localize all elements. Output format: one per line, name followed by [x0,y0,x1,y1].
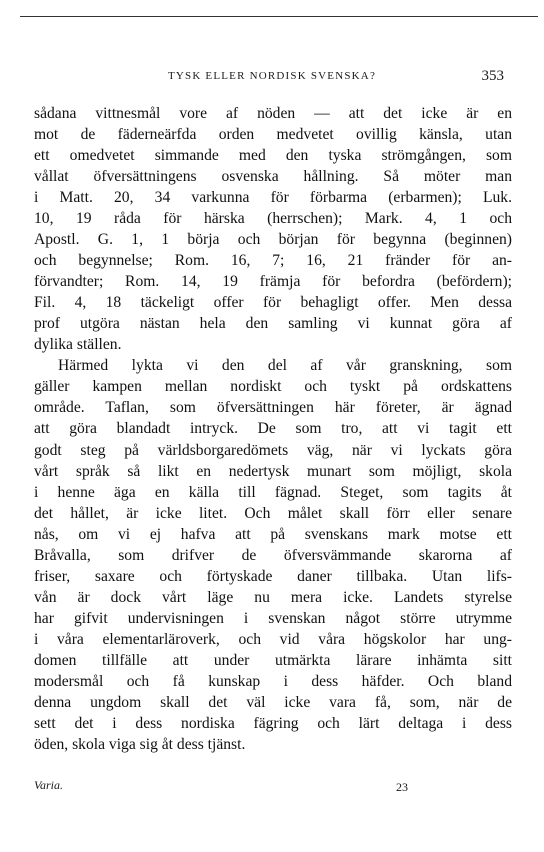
text-line: vån är dock vårt läge nu mera icke. Landets styrelse [34,588,512,606]
text-line: Bråvalla, som drifver de öfversvämmande skarorna af [34,546,512,564]
text-line: godt steg på världsborgaredömets väg, när vi lyckats göra [34,441,512,459]
running-head: TYSK ELLER NORDISK SVENSKA? [167,70,377,82]
text-line: sådana vittnesmål vore af nöden — att det icke är en [34,105,512,122]
text-line: gäller kampen mellan nordiskt och tyskt på ordskattens [34,378,512,396]
text-line: sett det i dess nordiska fägring och lärt deltaga i dess [34,714,512,732]
text-line: område. Taflan, som öfversättningen här företer, är ägnad [34,399,512,417]
text-line: det hållet, är icke litet. Och målet skall förr eller senare [34,504,512,522]
text-line: att göra blandadt intryck. De som tro, att vi tagit ett [34,420,512,438]
paragraph-start-line: Härmed lykta vi den del af vår granskning, som [58,357,512,375]
page-number: 353 [481,68,504,84]
text-line: friser, saxare och förtyskade daner tillbaka. Utan lifs- [34,567,512,585]
text-line: prof utgöra nästan hela den samling vi kunnat göra af [34,315,512,333]
signature-mark: Varia. [34,778,64,792]
top-rule [20,16,538,17]
text-line: öden, skola viga sig åt dess tjänst. [34,735,246,753]
text-line: nås, om vi ej hafva att på svenskans mark motse ett [34,525,512,543]
text-line: 10, 19 råda för härska (herrschen); Mark. 4, 1 och [34,210,512,228]
text-line: mot de fäderneärfda orden medvetet ovillig känsla, utan [34,126,512,144]
text-line: förvandter; Rom. 14, 19 främja för befordra (befördern); [34,273,512,291]
body-text [34,103,512,755]
signature-number: 23 [396,780,408,794]
text-line: och begynnelse; Rom. 16, 7; 16, 21 fränder för an- [34,252,512,270]
text-line: dylika ställen. [34,336,122,354]
text-line: ett omedvetet simmande med den tyska strömgången, som [34,147,512,165]
text-line: i våra elementarläroverk, och vid våra högskolor har ung- [34,630,512,648]
text-line: Fil. 4, 18 täckeligt offer för behagligt offer. Men dessa [34,294,512,312]
text-line: vållat öfversättningens osvenska hållning. Så möter man [34,168,512,186]
text-line: i Matt. 20, 34 varkunna för förbarma (erbarmen); Luk. [34,189,512,207]
text-line: modersmål och få kunskap i dess häfder. Och bland [34,672,512,690]
text-line: denna ungdom skall det väl icke vara få, som, när de [34,693,512,711]
text-line: Apostl. G. 1, 1 börja och början för begynna (beginnen) [34,231,512,249]
text-line: har gifvit undervisningen i svenskan något större utrymme [34,609,512,627]
page-header [0,70,544,90]
text-line: i henne äga en källa till fägnad. Steget, som tagits åt [34,483,512,501]
text-line: vårt språk så likt en nedertysk munart som möjligt, skola [34,462,512,480]
text-line: domen tillfälle att under utmärkta lärare inhämta sitt [34,651,512,669]
